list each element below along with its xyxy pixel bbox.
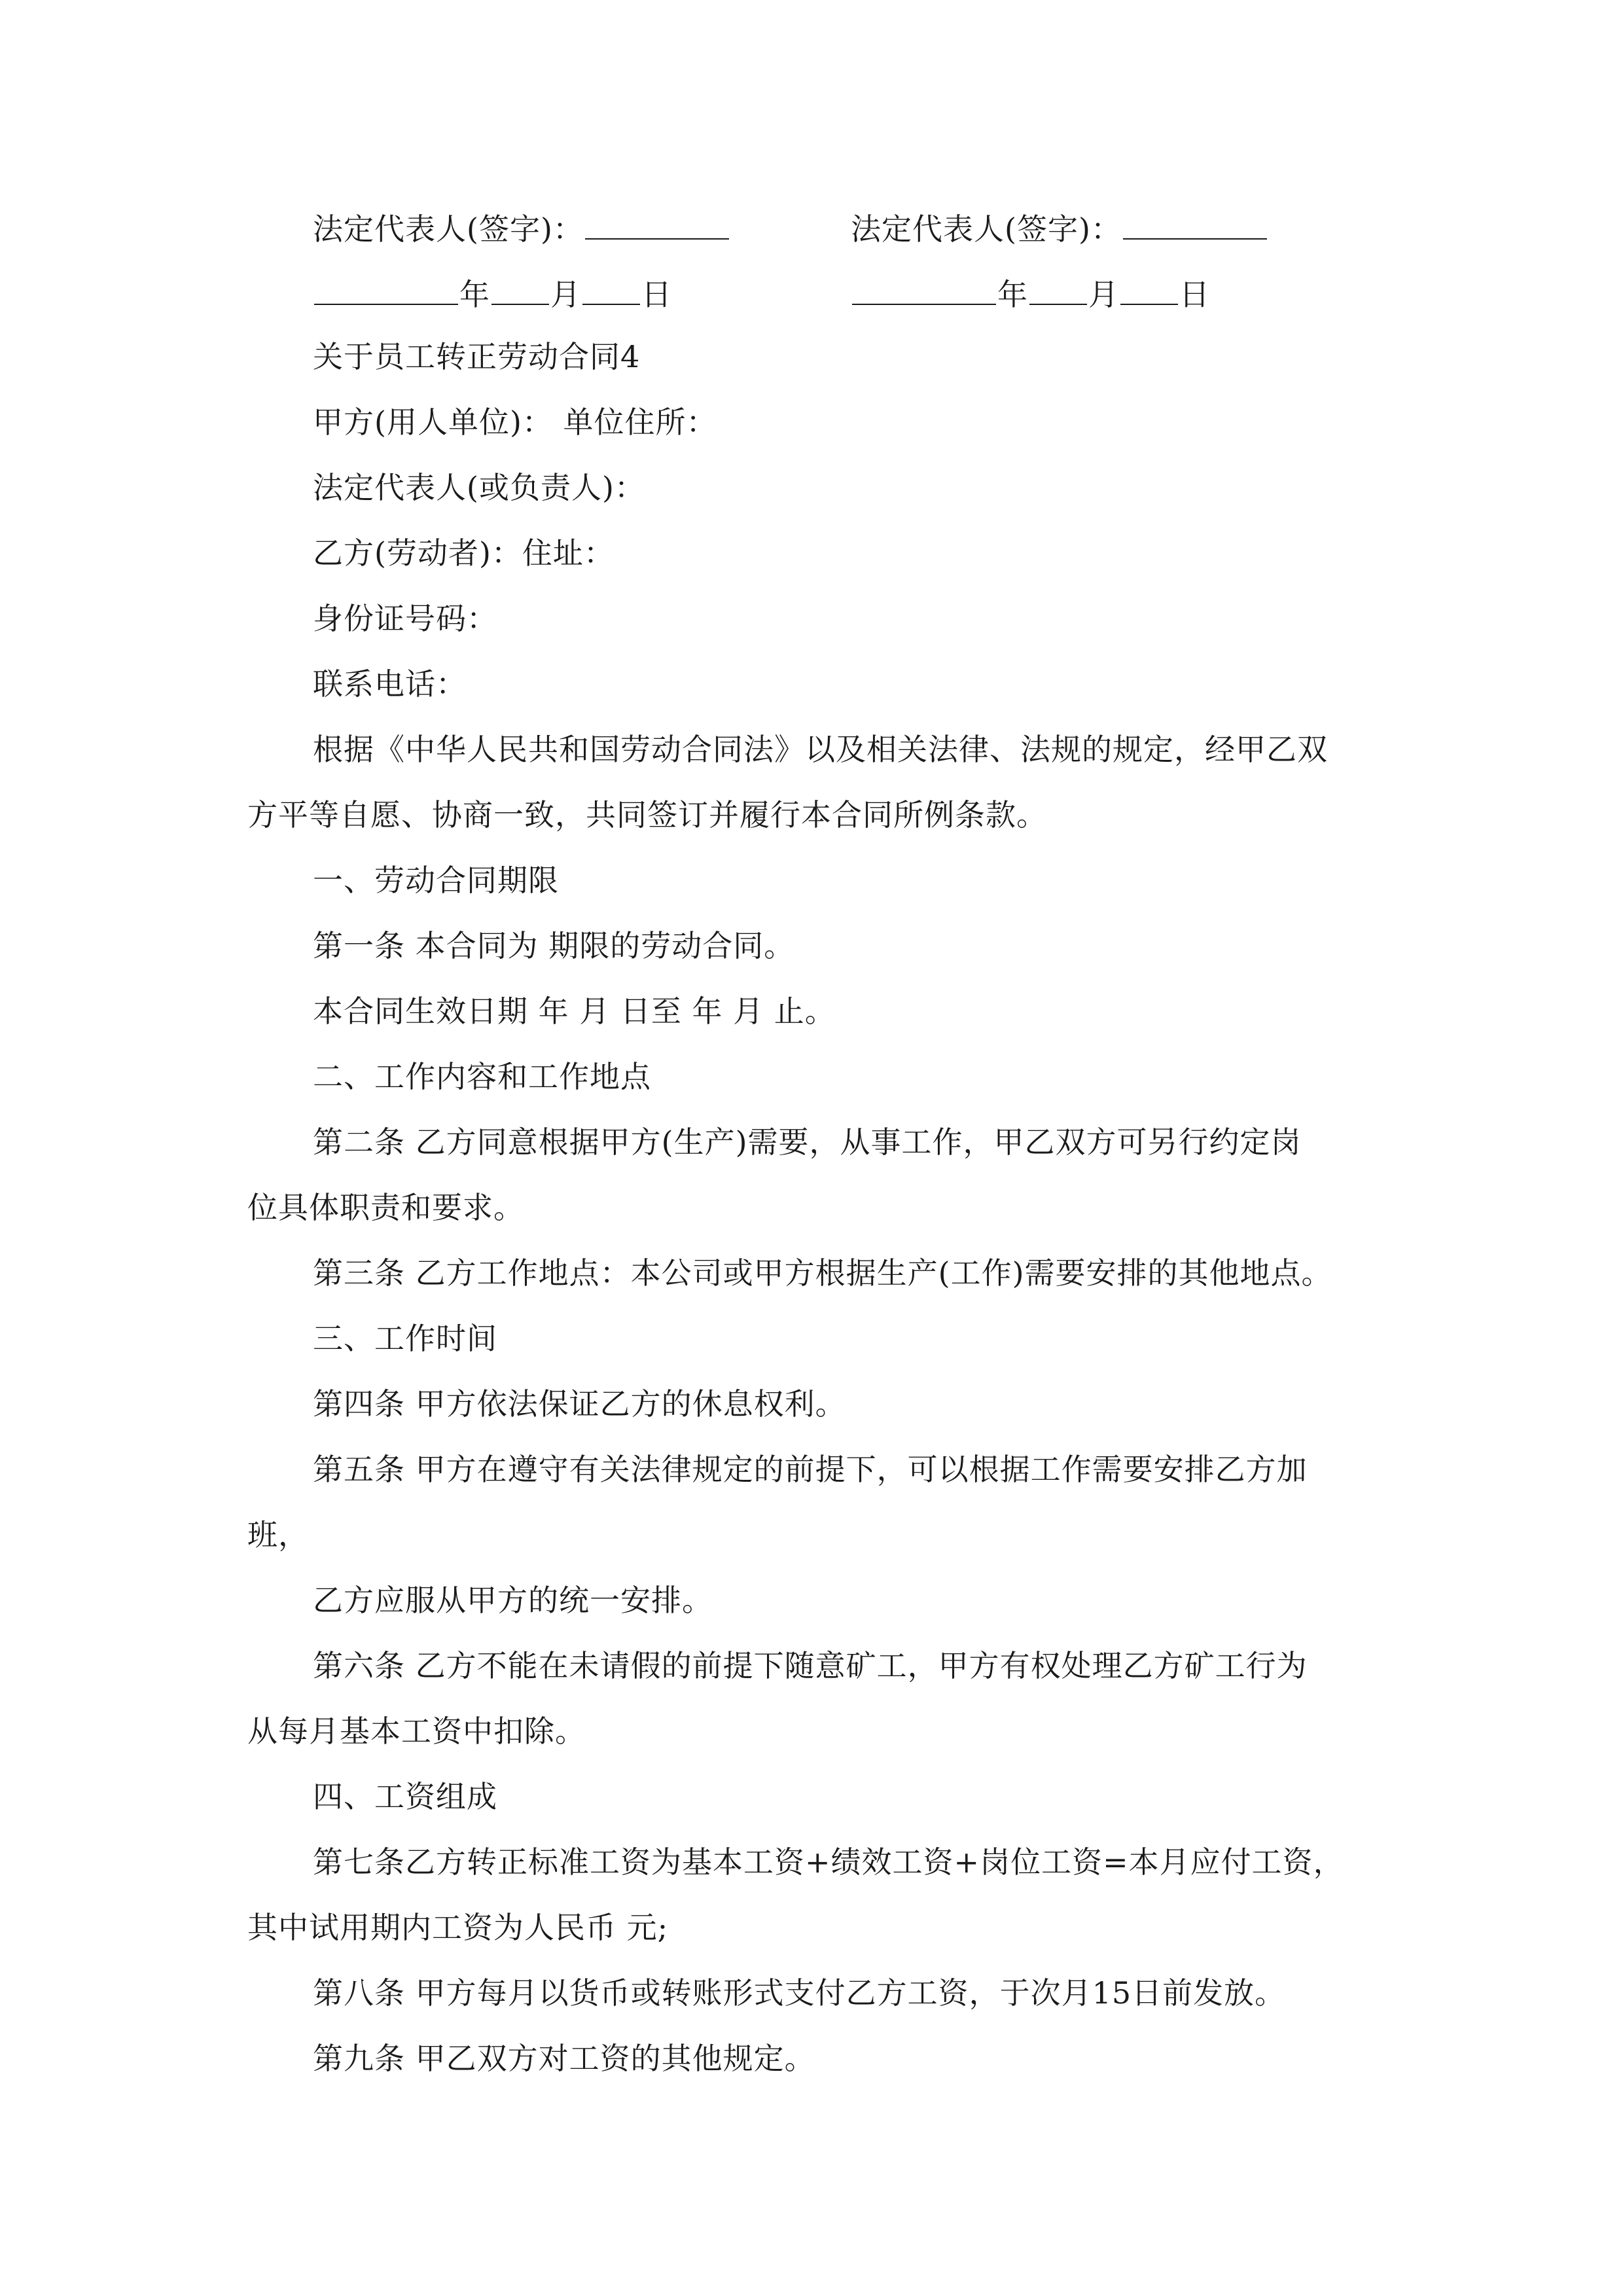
article-5-line-2: 班， bbox=[247, 1517, 309, 1552]
year-label-right: 年 bbox=[997, 277, 1028, 312]
month-blank-right bbox=[1029, 274, 1087, 305]
day-label-right: 日 bbox=[1179, 277, 1210, 312]
day-label-left: 日 bbox=[641, 277, 672, 312]
preamble-line-2: 方平等自愿、协商一致，共同签订并履行本合同所例条款。 bbox=[247, 797, 1047, 833]
document-title: 关于员工转正劳动合同4 bbox=[313, 339, 641, 374]
id-number-line: 身份证号码： bbox=[313, 601, 497, 636]
article-9: 第九条 甲乙双方对工资的其他规定。 bbox=[313, 2041, 815, 2076]
article-5-line-1: 第五条 甲方在遵守有关法律规定的前提下，可以根据工作需要安排乙方加 bbox=[313, 1452, 1308, 1487]
section-heading-4: 四、工资组成 bbox=[313, 1779, 497, 1814]
party-b-line: 乙方(劳动者)：住址： bbox=[313, 535, 615, 571]
signature-blank-left bbox=[585, 208, 729, 240]
day-blank-left bbox=[582, 274, 640, 305]
article-2-line-1: 第二条 乙方同意根据甲方(生产)需要，从事工作，甲乙双方可另行约定岗 bbox=[313, 1124, 1302, 1160]
article-4: 第四条 甲方依法保证乙方的休息权利。 bbox=[313, 1386, 846, 1422]
article-7-line-2: 其中试用期内工资为人民币 元; bbox=[247, 1910, 669, 1945]
year-blank-right bbox=[852, 274, 996, 305]
year-blank-left bbox=[314, 274, 458, 305]
preamble-line-1: 根据《中华人民共和国劳动合同法》以及相关法律、法规的规定，经甲乙双 bbox=[313, 732, 1328, 767]
article-8: 第八条 甲方每月以货币或转账形式支付乙方工资，于次月15日前发放。 bbox=[313, 1975, 1286, 2011]
section-heading-2: 二、工作内容和工作地点 bbox=[313, 1059, 651, 1094]
article-5-line-3: 乙方应服从甲方的统一安排。 bbox=[313, 1583, 713, 1618]
article-7-line-1: 第七条乙方转正标准工资为基本工资+绩效工资+岗位工资=本月应付工资， bbox=[313, 1844, 1344, 1880]
month-label-right: 月 bbox=[1088, 277, 1119, 312]
article-1: 第一条 本合同为 期限的劳动合同。 bbox=[313, 928, 795, 963]
date-line-right bbox=[851, 274, 1210, 314]
article-2-line-2: 位具体职责和要求。 bbox=[247, 1190, 524, 1225]
signature-label-left: 法定代表人(签字)： bbox=[313, 211, 584, 247]
party-a-line: 甲方(用人单位)： 单位住所： bbox=[313, 404, 717, 440]
signature-blank-right bbox=[1123, 208, 1267, 240]
section-heading-3: 三、工作时间 bbox=[313, 1321, 497, 1356]
signature-label-right: 法定代表人(签字)： bbox=[851, 211, 1122, 247]
day-blank-right bbox=[1120, 274, 1178, 305]
legal-rep-line: 法定代表人(或负责人)： bbox=[313, 470, 645, 505]
article-3: 第三条 乙方工作地点：本公司或甲方根据生产(工作)需要安排的其他地点。 bbox=[313, 1255, 1332, 1291]
date-line-left bbox=[313, 274, 672, 314]
signature-line-right bbox=[851, 208, 1268, 249]
signature-line-left bbox=[313, 208, 730, 249]
article-6-line-1: 第六条 乙方不能在未请假的前提下随意矿工，甲方有权处理乙方矿工行为 bbox=[313, 1648, 1308, 1683]
month-label-left: 月 bbox=[550, 277, 581, 312]
phone-line: 联系电话： bbox=[313, 666, 467, 702]
month-blank-left bbox=[491, 274, 549, 305]
article-6-line-2: 从每月基本工资中扣除。 bbox=[247, 1713, 586, 1749]
section-heading-1: 一、劳动合同期限 bbox=[313, 863, 559, 898]
year-label-left: 年 bbox=[459, 277, 490, 312]
article-1-effective-date: 本合同生效日期 年 月 日至 年 月 止。 bbox=[313, 994, 836, 1029]
